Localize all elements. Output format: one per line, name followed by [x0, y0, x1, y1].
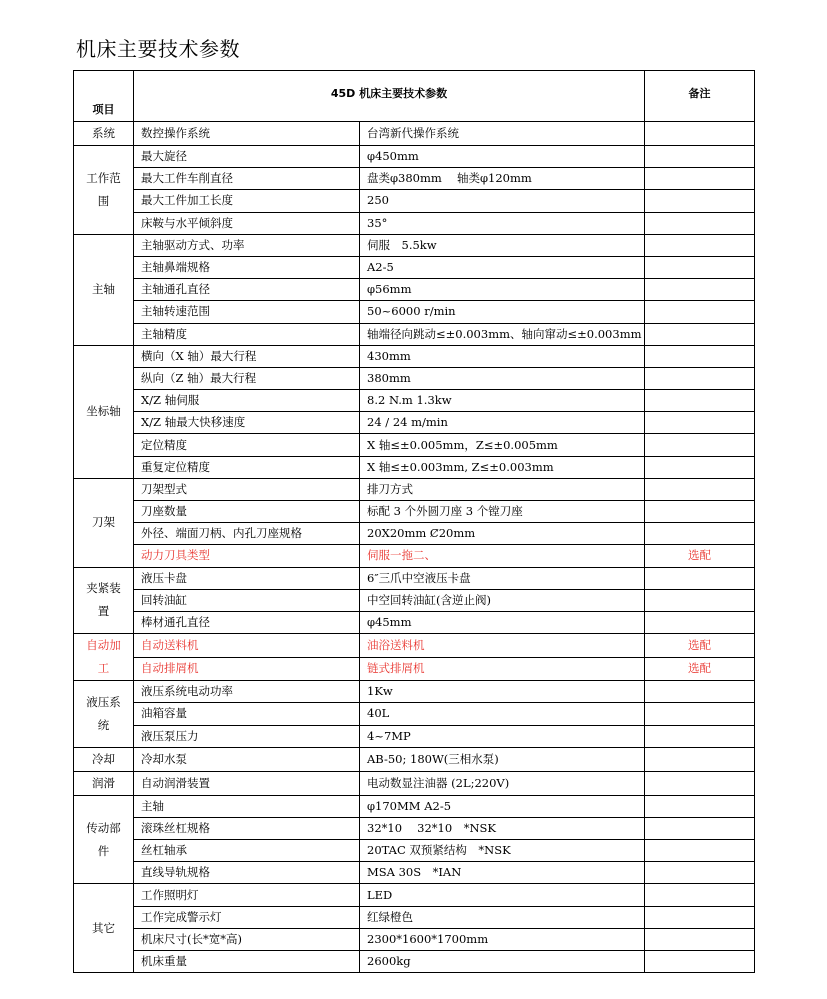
table-row [74, 146, 755, 168]
table-row [74, 884, 755, 906]
table-row [74, 367, 755, 389]
value-cell: 430mm [360, 345, 645, 367]
parameter-cell: 液压卡盘 [134, 567, 360, 589]
note-cell [645, 390, 755, 412]
header-main: 45D 机床主要技术参数 [134, 71, 645, 122]
parameter-cell: 动力刀具类型 [134, 545, 360, 567]
table-row [74, 840, 755, 862]
parameter-cell: 床鞍与水平倾斜度 [134, 212, 360, 234]
value-cell: φ45mm [360, 611, 645, 633]
note-cell [645, 434, 755, 456]
parameter-cell: 横向（X 轴）最大行程 [134, 345, 360, 367]
table-row [74, 168, 755, 190]
page-title: 机床主要技术参数 [76, 37, 240, 61]
value-cell: 40L [360, 703, 645, 725]
parameter-cell: 刀座数量 [134, 501, 360, 523]
note-cell [645, 884, 755, 906]
note-cell [645, 703, 755, 725]
note-cell [645, 771, 755, 795]
parameter-cell: 回转油缸 [134, 589, 360, 611]
value-cell: 380mm [360, 367, 645, 389]
header-item: 项目 [74, 71, 134, 122]
parameter-cell: 主轴 [134, 795, 360, 817]
parameter-cell: 工作完成警示灯 [134, 906, 360, 928]
table-row [74, 771, 755, 795]
value-cell: 4~7MP [360, 725, 645, 747]
parameter-cell: 刀架型式 [134, 478, 360, 500]
category-cell: 夹紧装置 [74, 567, 134, 634]
value-cell: 油浴送料机 [360, 634, 645, 658]
table-header-row [74, 71, 755, 122]
note-cell [645, 256, 755, 278]
parameter-cell: 液压泵压力 [134, 725, 360, 747]
note-cell [645, 234, 755, 256]
note-cell [645, 478, 755, 500]
table-row [74, 747, 755, 771]
note-cell [645, 862, 755, 884]
value-cell: 中空回转油缸(含逆止阀) [360, 589, 645, 611]
header-note: 备注 [645, 71, 755, 122]
value-cell: 35° [360, 212, 645, 234]
note-cell [645, 412, 755, 434]
parameter-cell: X/Z 轴伺服 [134, 390, 360, 412]
note-cell [645, 122, 755, 146]
value-cell: φ170MM A2-5 [360, 795, 645, 817]
parameter-cell: 棒材通孔直径 [134, 611, 360, 633]
parameter-cell: 主轴鼻端规格 [134, 256, 360, 278]
parameter-cell: 主轴转速范围 [134, 301, 360, 323]
parameter-cell: 纵向（Z 轴）最大行程 [134, 367, 360, 389]
value-cell: 盘类φ380mm 轴类φ120mm [360, 168, 645, 190]
parameter-cell: 冷却水泵 [134, 747, 360, 771]
parameter-cell: 主轴驱动方式、功率 [134, 234, 360, 256]
note-cell [645, 345, 755, 367]
parameter-cell: 自动润滑装置 [134, 771, 360, 795]
parameter-cell: 外径、端面刀柄、内孔刀座规格 [134, 523, 360, 545]
parameter-cell: 自动排屑机 [134, 657, 360, 681]
note-cell [645, 611, 755, 633]
value-cell: 2600kg [360, 951, 645, 973]
note-cell [645, 323, 755, 345]
note-cell [645, 367, 755, 389]
value-cell: 链式排屑机 [360, 657, 645, 681]
value-cell: 台湾新代操作系统 [360, 122, 645, 146]
table-row [74, 478, 755, 500]
value-cell: 标配 3 个外圆刀座 3 个镗刀座 [360, 501, 645, 523]
value-cell: MSA 30S *IAN [360, 862, 645, 884]
parameter-cell: 主轴精度 [134, 323, 360, 345]
category-cell: 主轴 [74, 234, 134, 345]
table-row [74, 256, 755, 278]
category-cell: 冷却 [74, 747, 134, 771]
table-row [74, 817, 755, 839]
note-cell [645, 589, 755, 611]
table-row [74, 725, 755, 747]
table-row [74, 906, 755, 928]
note-cell [645, 747, 755, 771]
table-row [74, 345, 755, 367]
value-cell: 轴端径向跳动≤±0.003mm、轴向窜动≤±0.003mm [360, 323, 645, 345]
value-cell: LED [360, 884, 645, 906]
table-row [74, 862, 755, 884]
table-row [74, 634, 755, 658]
parameter-cell: 滚珠丝杠规格 [134, 817, 360, 839]
value-cell: 20X20mm Ȼ20mm [360, 523, 645, 545]
value-cell: 红绿橙色 [360, 906, 645, 928]
table-row [74, 545, 755, 567]
note-cell [645, 168, 755, 190]
note-cell: 选配 [645, 634, 755, 658]
table-row [74, 456, 755, 478]
category-cell: 工作范围 [74, 146, 134, 235]
table-row [74, 501, 755, 523]
parameter-cell: 最大工件车削直径 [134, 168, 360, 190]
value-cell: 1Kw [360, 681, 645, 703]
note-cell [645, 951, 755, 973]
category-cell: 系统 [74, 122, 134, 146]
category-cell: 传动部件 [74, 795, 134, 884]
table-row [74, 928, 755, 950]
table-row [74, 657, 755, 681]
value-cell: 20TAC 双预紧结构 *NSK [360, 840, 645, 862]
value-cell: 伺服一拖二、 [360, 545, 645, 567]
parameter-cell: 机床尺寸(长*宽*高) [134, 928, 360, 950]
table-row [74, 279, 755, 301]
table-row [74, 951, 755, 973]
parameter-cell: 最大工件加工长度 [134, 190, 360, 212]
note-cell [645, 795, 755, 817]
value-cell: 50~6000 r/min [360, 301, 645, 323]
category-cell: 液压系统 [74, 681, 134, 748]
note-cell [645, 681, 755, 703]
value-cell: 2300*1600*1700mm [360, 928, 645, 950]
table-row [74, 122, 755, 146]
table-row [74, 390, 755, 412]
parameter-cell: 主轴通孔直径 [134, 279, 360, 301]
note-cell [645, 301, 755, 323]
note-cell [645, 928, 755, 950]
note-cell [645, 817, 755, 839]
parameter-cell: 丝杠轴承 [134, 840, 360, 862]
table-row [74, 703, 755, 725]
note-cell [645, 501, 755, 523]
parameter-cell: 重复定位精度 [134, 456, 360, 478]
table-row [74, 681, 755, 703]
value-cell: φ56mm [360, 279, 645, 301]
value-cell: 6″三爪中空液压卡盘 [360, 567, 645, 589]
table-row [74, 434, 755, 456]
category-cell: 刀架 [74, 478, 134, 567]
note-cell [645, 279, 755, 301]
category-cell: 自动加工 [74, 634, 134, 681]
value-cell: φ450mm [360, 146, 645, 168]
table-row [74, 567, 755, 589]
parameter-cell: 油箱容量 [134, 703, 360, 725]
table-row [74, 301, 755, 323]
table-row [74, 795, 755, 817]
parameter-cell: 工作照明灯 [134, 884, 360, 906]
note-cell [645, 567, 755, 589]
table-row [74, 523, 755, 545]
note-cell: 选配 [645, 657, 755, 681]
category-cell: 其它 [74, 884, 134, 973]
parameter-cell: 最大旋径 [134, 146, 360, 168]
value-cell: 电动数显注油器 (2L;220V) [360, 771, 645, 795]
value-cell: 250 [360, 190, 645, 212]
value-cell: X 轴≤±0.005mm，Z≤±0.005mm [360, 434, 645, 456]
note-cell [645, 212, 755, 234]
value-cell: A2-5 [360, 256, 645, 278]
spec-table [73, 70, 755, 973]
value-cell: 24 / 24 m/min [360, 412, 645, 434]
parameter-cell: X/Z 轴最大快移速度 [134, 412, 360, 434]
table-row [74, 190, 755, 212]
table-row [74, 589, 755, 611]
table-row [74, 234, 755, 256]
table-row [74, 212, 755, 234]
category-cell: 润滑 [74, 771, 134, 795]
value-cell: 8.2 N.m 1.3kw [360, 390, 645, 412]
note-cell [645, 190, 755, 212]
note-cell [645, 456, 755, 478]
value-cell: 32*10 32*10 *NSK [360, 817, 645, 839]
parameter-cell: 液压系统电动功率 [134, 681, 360, 703]
table-row [74, 412, 755, 434]
note-cell [645, 840, 755, 862]
value-cell: AB-50; 180W(三相水泵) [360, 747, 645, 771]
value-cell: 排刀方式 [360, 478, 645, 500]
category-cell: 坐标轴 [74, 345, 134, 478]
note-cell [645, 906, 755, 928]
value-cell: 伺服 5.5kw [360, 234, 645, 256]
parameter-cell: 机床重量 [134, 951, 360, 973]
note-cell: 选配 [645, 545, 755, 567]
table-row [74, 323, 755, 345]
note-cell [645, 523, 755, 545]
table-row [74, 611, 755, 633]
parameter-cell: 直线导轨规格 [134, 862, 360, 884]
parameter-cell: 数控操作系统 [134, 122, 360, 146]
parameter-cell: 自动送料机 [134, 634, 360, 658]
parameter-cell: 定位精度 [134, 434, 360, 456]
value-cell: X 轴≤±0.003mm, Z≤±0.003mm [360, 456, 645, 478]
note-cell [645, 725, 755, 747]
note-cell [645, 146, 755, 168]
